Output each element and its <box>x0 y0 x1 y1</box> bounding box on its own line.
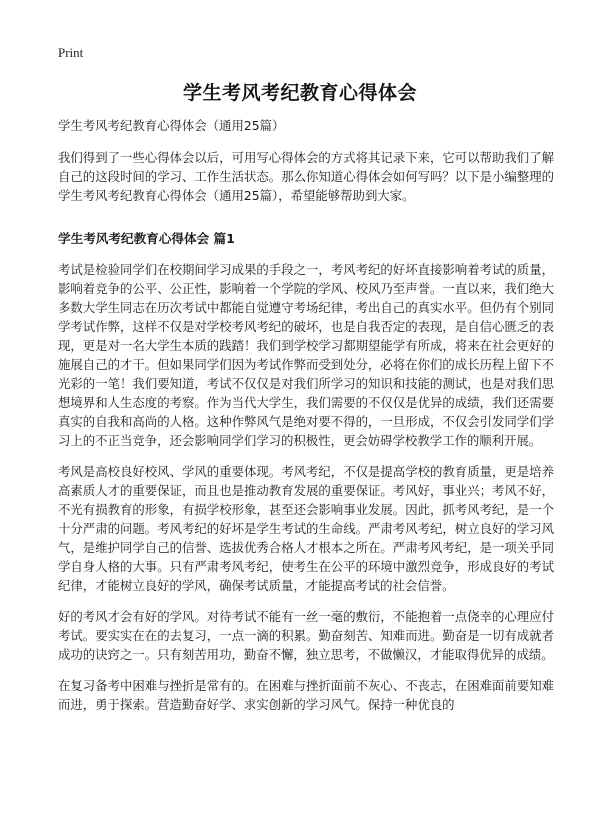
page-title: 学生考风考纪教育心得体会 <box>182 82 417 104</box>
section-heading: 学生考风考纪教育心得体会 篇1 <box>58 231 235 246</box>
document-subtitle: 学生考风考纪教育心得体会（通用25篇） <box>58 118 285 133</box>
body-paragraph-4: 在复习备考中困难与挫折是常有的。在困难与挫折面前不灰心、不丧志，在困难面前要知难而进，勇于探索。营造勤奋好学、求实创新的学习风气。保持一种优良的 <box>58 678 554 712</box>
print-link[interactable]: Print <box>58 45 84 60</box>
body-paragraph-2: 考风是高校良好校风、学风的重要体现。考风考纪，不仅是提高学校的教育质量，更是培养高素质人才的重要保证，而且也是推动教育发展的重要保证。考风好，事业兴；考风不好，不光有损教育的形象，有损学校形象，甚至还会影响事业发展。因此，抓考风考纪，是一个十分严肃的问题。考风考纪的好坏是学生考试的生命线。严肃考风考纪，树立良好的学习风气，是维护同学自己的信誉、选拔优秀合格人才根本之所在。严肃考风考纪，是一项关乎同学自身人格的大事。只有严肃考风考纪，使考生在公平的环境中激烈竞争，形成良好的考试纪律，才能树立良好的学风，确保考试质量，才能提高考试的社会信誉。 <box>58 464 554 593</box>
intro-paragraph: 我们得到了一些心得体会以后，可用写心得体会的方式将其记录下来，它可以帮助我们了解自己的这段时间的学习、工作生活状态。那么你知道心得体会如何写吗？以下是小编整理的学生考风考纪教育心得体会（通用25篇），希望能够帮助到大家。 <box>58 150 554 203</box>
body-paragraph-1: 考试是检验同学们在校期间学习成果的手段之一，考风考纪的好坏直接影响着考试的质量，影响着竞争的公平、公正性，影响着一个学院的学风、校风乃至声誉。一直以来，我们绝大多数大学生同志在历次考试中都能自觉遵守考场纪律，考出自己的真实水平。但仍有个别同学考试作弊，这样不仅是对学校考风考纪的破坏，也是自我否定的表现，是自信心匮乏的表现，更是对一名大学生本质的践踏！我们到学校学习都期望能学有所成，将来在社会更好的施展自己的才干。但如果同学们因为考试作弊而受到处分，必将在你们的成长历程上留下不光彩的一笔！我们要知道，考试不仅仅是对我们所学习的知识和技能的测试，也是对我们思想境界和人生态度的考察。作为当代大学生，我们需要的不仅仅是优异的成绩，我们还需要真实的自我和高尚的人格。这种作弊风气是绝对要不得的，一旦形成，不仅会引发同学们学习上的不正当竞争，还会影响同学们学习的积极性，更会妨碍学校教学工作的顺利开展。 <box>58 262 554 448</box>
body-paragraph-3: 好的考风才会有好的学风。对待考试不能有一丝一毫的敷衍，不能抱着一点侥幸的心理应付考试。要实实在在的去复习，一点一滴的积累。勤奋刻苦、知难而进。勤奋是一切有成就者成功的诀窍之一。只有刻苦用功，勤奋不懈，独立思考，不做懒汉，才能取得优异的成绩。 <box>58 609 554 662</box>
document-body <box>58 116 554 726</box>
